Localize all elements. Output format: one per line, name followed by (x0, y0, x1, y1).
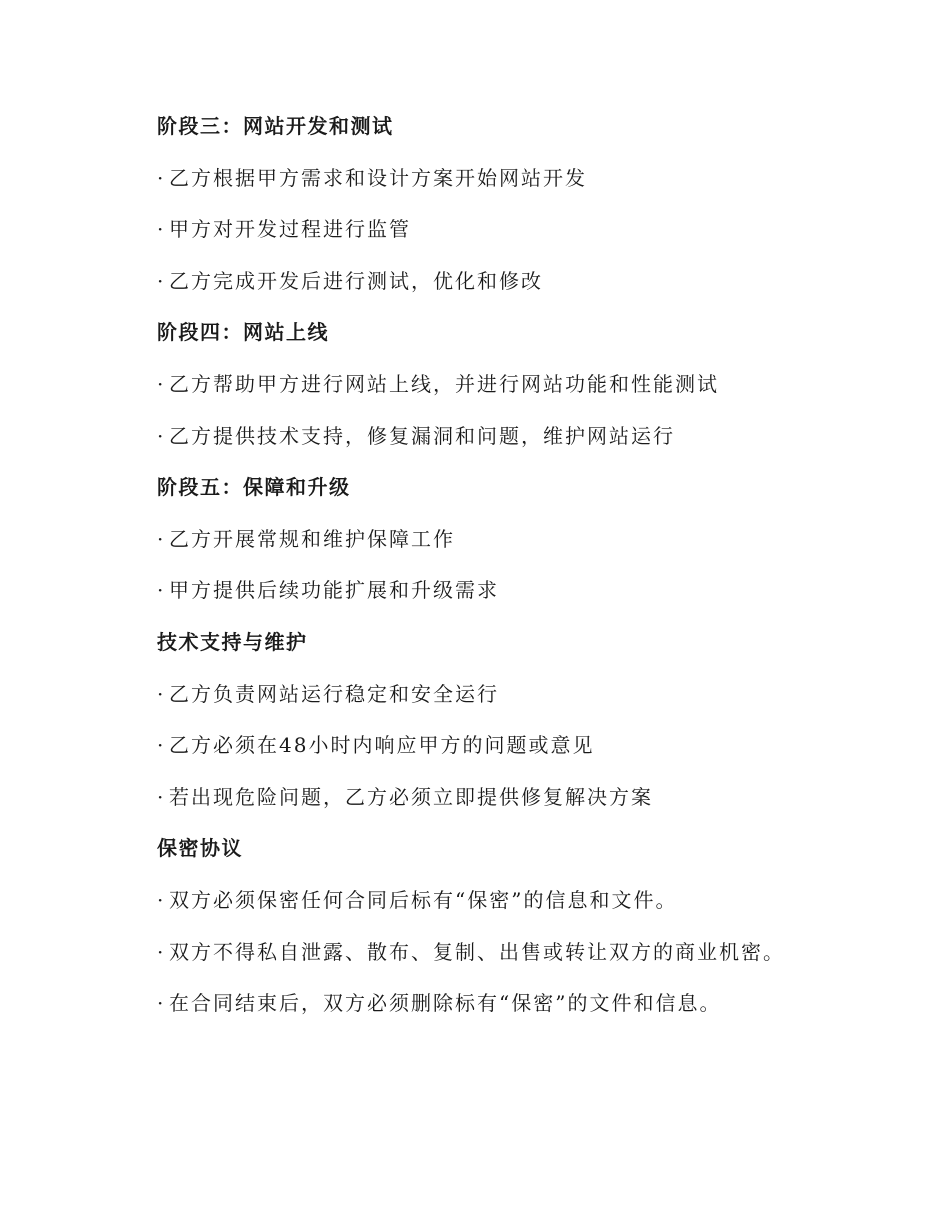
bullet-icon: · (157, 217, 164, 242)
list-item (157, 679, 857, 709)
bullet-icon: · (157, 784, 164, 809)
section-heading-confidentiality: 保密协议 (157, 836, 243, 861)
list-item (157, 782, 857, 812)
list-item (157, 937, 857, 967)
list-item (157, 575, 857, 605)
list-item (157, 524, 857, 554)
list-item (157, 266, 857, 296)
bullet-icon: · (157, 578, 164, 603)
bullet-icon: · (157, 733, 164, 758)
list-item-text: 乙方提供技术支持，修复漏洞和问题，维护网站运行 (169, 423, 675, 448)
section-heading-stage-4: 阶段四：网站上线 (157, 320, 329, 345)
bullet-icon: · (157, 423, 164, 448)
section-heading-stage-5: 阶段五：保障和升级 (157, 475, 351, 500)
list-item (157, 369, 857, 399)
bullet-icon: · (157, 681, 164, 706)
list-item-text: 乙方完成开发后进行测试，优化和修改 (169, 268, 543, 293)
bullet-icon: · (157, 887, 164, 912)
list-item-text: 乙方根据甲方需求和设计方案开始网站开发 (169, 165, 587, 190)
list-item (157, 163, 857, 193)
list-item-text: 在合同结束后，双方必须删除标有“保密”的文件和信息。 (169, 991, 722, 1016)
list-item-text: 乙方帮助甲方进行网站上线，并进行网站功能和性能测试 (169, 371, 719, 396)
section-heading-tech-support: 技术支持与维护 (157, 629, 308, 654)
bullet-icon: · (157, 939, 164, 964)
list-item (157, 988, 857, 1018)
list-item-text: 双方不得私自泄露、散布、复制、出售或转让双方的商业机密。 (169, 939, 785, 964)
bullet-icon: · (157, 268, 164, 293)
list-item (157, 214, 857, 244)
list-item (157, 421, 857, 451)
list-item-text: 乙方必须在48小时内响应甲方的问题或意见 (169, 733, 595, 758)
list-item-text: 乙方负责网站运行稳定和安全运行 (169, 681, 499, 706)
bullet-icon: · (157, 165, 164, 190)
list-item (157, 730, 857, 760)
bullet-icon: · (157, 991, 164, 1016)
section-heading-stage-3: 阶段三：网站开发和测试 (157, 114, 394, 138)
bullet-icon: · (157, 526, 164, 551)
document-content (157, 111, 857, 1040)
list-item-text: 甲方对开发过程进行监管 (169, 217, 411, 242)
list-item-text: 若出现危险问题，乙方必须立即提供修复解决方案 (169, 784, 653, 809)
list-item-text: 甲方提供后续功能扩展和升级需求 (169, 578, 499, 603)
bullet-icon: · (157, 371, 164, 396)
list-item (157, 885, 857, 915)
list-item-text: 双方必须保密任何合同后标有“保密”的信息和文件。 (169, 887, 678, 912)
list-item-text: 乙方开展常规和维护保障工作 (169, 526, 455, 551)
